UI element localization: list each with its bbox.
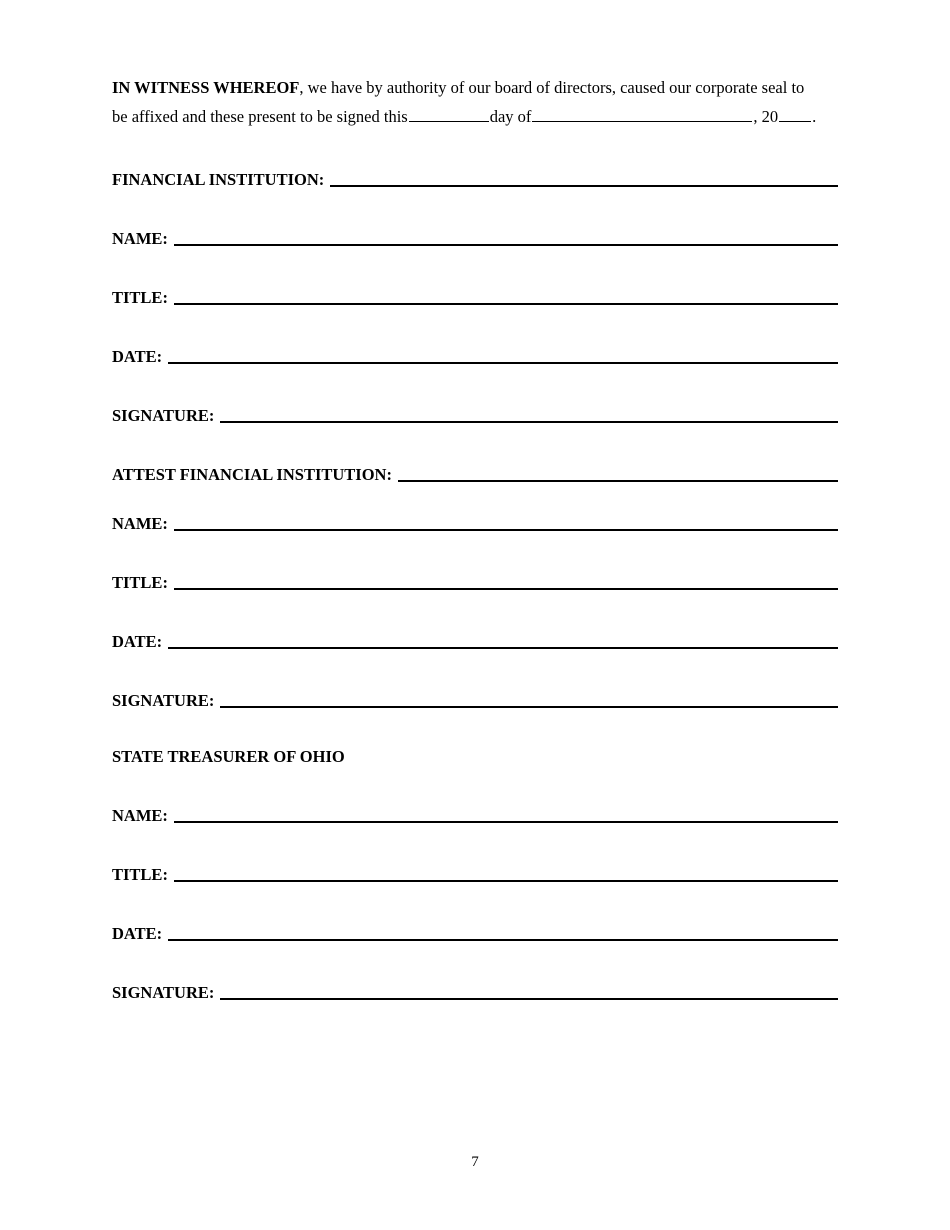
fi-date-field: [112, 347, 838, 367]
year-blank[interactable]: [779, 107, 811, 122]
attest-title-line[interactable]: [174, 588, 838, 590]
fi-title-line[interactable]: [174, 303, 838, 305]
witness-line-1: [112, 73, 838, 102]
financial-institution-label: FINANCIAL INSTITUTION:: [112, 170, 325, 189]
witness-line-2-text-a: be affixed and these present to be signed this: [112, 107, 408, 126]
attest-institution-label: ATTEST FINANCIAL INSTITUTION:: [112, 465, 392, 484]
attest-date-field: [112, 632, 838, 652]
fi-signature-label: SIGNATURE:: [112, 406, 215, 425]
witness-line-1-text: , we have by authority of our board of directors, caused our corporate seal to: [299, 78, 805, 97]
witness-line-2: [112, 102, 838, 131]
witness-line-2-text-d: .: [812, 107, 817, 126]
attest-date-line[interactable]: [168, 647, 838, 649]
page-number: 7: [471, 1154, 479, 1170]
attest-signature-line[interactable]: [220, 706, 838, 708]
attest-date-label: DATE:: [112, 632, 163, 651]
fi-signature-line[interactable]: [220, 421, 838, 423]
fi-date-label: DATE:: [112, 347, 163, 366]
attest-name-field: [112, 514, 838, 534]
financial-institution-field: [112, 170, 838, 190]
attest-institution-field: [112, 465, 838, 485]
treasurer-date-line[interactable]: [168, 939, 838, 941]
witness-line-2-text-c: , 20: [753, 107, 779, 126]
treasurer-signature-field: [112, 983, 838, 1003]
treasurer-title-label: TITLE:: [112, 865, 168, 884]
treasurer-signature-label: SIGNATURE:: [112, 983, 215, 1002]
witness-line-2-text-b: day of: [489, 107, 532, 126]
attest-title-label: TITLE:: [112, 573, 168, 592]
treasurer-signature-line[interactable]: [220, 998, 838, 1000]
fi-name-label: NAME:: [112, 229, 168, 248]
treasurer-date-field: [112, 924, 838, 944]
fi-name-line[interactable]: [174, 244, 838, 246]
treasurer-name-line[interactable]: [174, 821, 838, 823]
attest-signature-label: SIGNATURE:: [112, 691, 215, 710]
day-blank[interactable]: [409, 107, 489, 122]
attest-institution-line[interactable]: [398, 480, 838, 482]
treasurer-title-line[interactable]: [174, 880, 838, 882]
fi-date-line[interactable]: [168, 362, 838, 364]
attest-name-label: NAME:: [112, 514, 168, 533]
treasurer-title-field: [112, 865, 838, 885]
treasurer-date-label: DATE:: [112, 924, 163, 943]
attest-title-field: [112, 573, 838, 593]
financial-institution-line[interactable]: [330, 185, 838, 187]
attest-name-line[interactable]: [174, 529, 838, 531]
fi-title-label: TITLE:: [112, 288, 168, 307]
month-blank[interactable]: [532, 107, 752, 122]
attest-signature-field: [112, 691, 838, 711]
treasurer-name-field: [112, 806, 838, 826]
fi-signature-field: [112, 406, 838, 426]
treasurer-heading: STATE TREASURER OF OHIO: [112, 747, 345, 766]
fi-name-field: [112, 229, 838, 249]
fi-title-field: [112, 288, 838, 308]
witness-lead: IN WITNESS WHEREOF: [112, 78, 300, 97]
witness-paragraph: [112, 73, 838, 131]
treasurer-name-label: NAME:: [112, 806, 168, 825]
